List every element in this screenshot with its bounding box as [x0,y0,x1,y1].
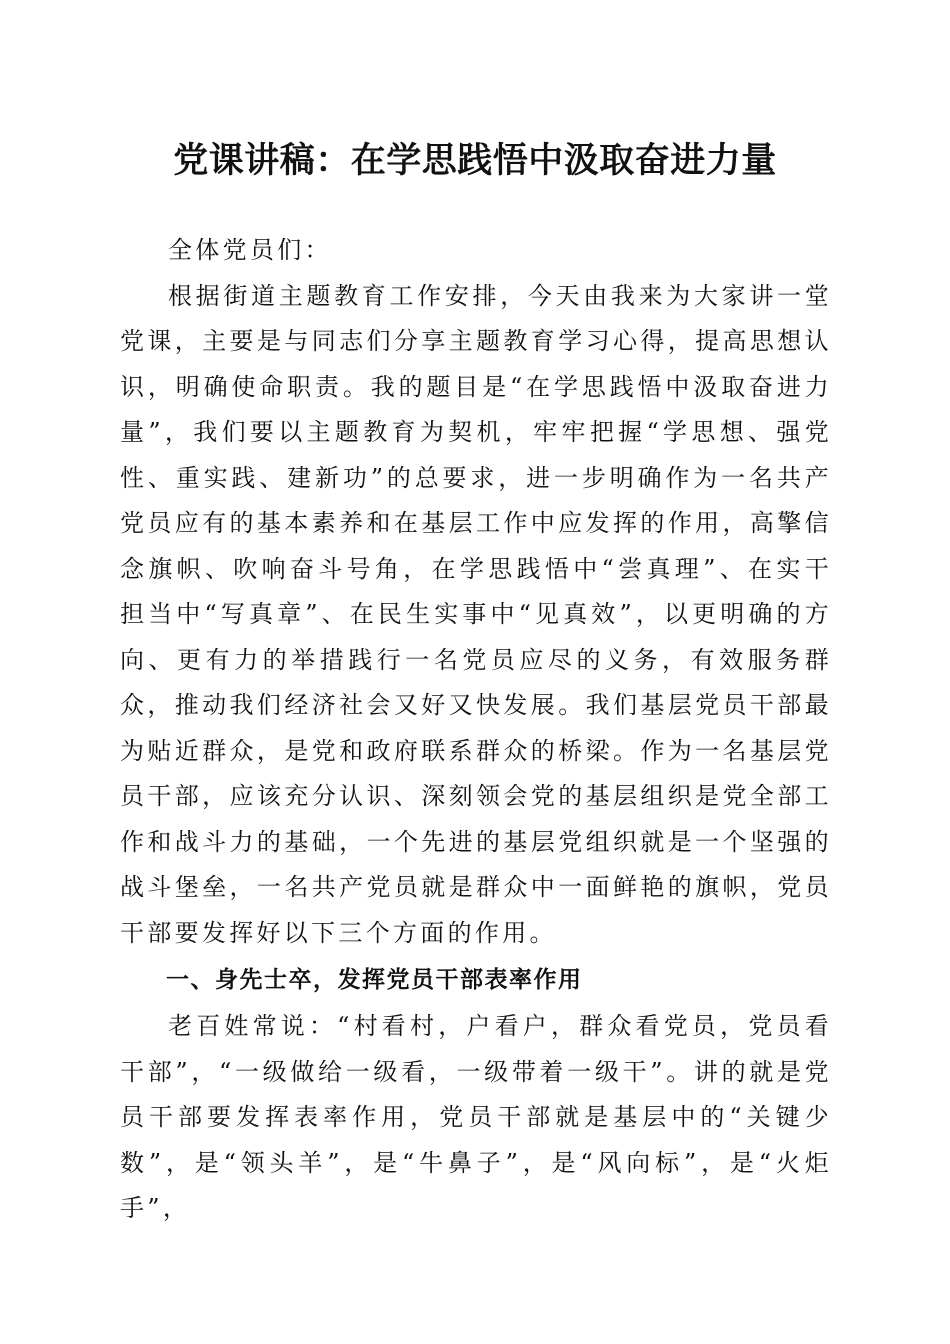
body-paragraph: 根据街道主题教育工作安排，今天由我来为大家讲一堂党课，主要是与同志们分享主题教育学习心得，提高思想认识，明确使命职责。我的题目是“在学思践悟中汲取奋进力量”，我们要以主题教育为契机，牢牢把握“学思想、强党性、重实践、建新功”的总要求，进一步明确作为一名共产党员应有的基本素养和在基层工作中应发挥的作用，高擎信念旗帜、吹响奋斗号角，在学思践悟中“尝真理”、在实干担当中“写真章”、在民生实事中“见真效”，以更明确的方向、更有力的举措践行一名党员应尽的义务，有效服务群众，推动我们经济社会又好又快发展。我们基层党员干部最为贴近群众，是党和政府联系群众的桥梁。作为一名基层党员干部，应该充分认识、深刻领会党的基层组织是党全部工作和战斗力的基础，一个先进的基层党组织就是一个坚强的战斗堡垒，一名共产党员就是群众中一面鲜艳的旗帜，党员干部要发挥好以下三个方面的作用。 [120,281,832,947]
section-heading: 一、身先士卒，发挥党员干部表率作用 [166,967,583,993]
greeting-paragraph: 全体党员们： [168,236,332,264]
document-body [120,228,832,1232]
document-title: 党课讲稿：在学思践悟中汲取奋进力量 [173,140,777,181]
body-paragraph: 老百姓常说：“村看村，户看户，群众看党员，党员看干部”，“一级做给一级看，一级带着一级干”。讲的就是党员干部要发挥表率作用，党员干部就是基层中的“关键少数”，是“领头羊”，是“牛鼻子”，是“风向标”，是“火炬手”， [120,1012,832,1222]
